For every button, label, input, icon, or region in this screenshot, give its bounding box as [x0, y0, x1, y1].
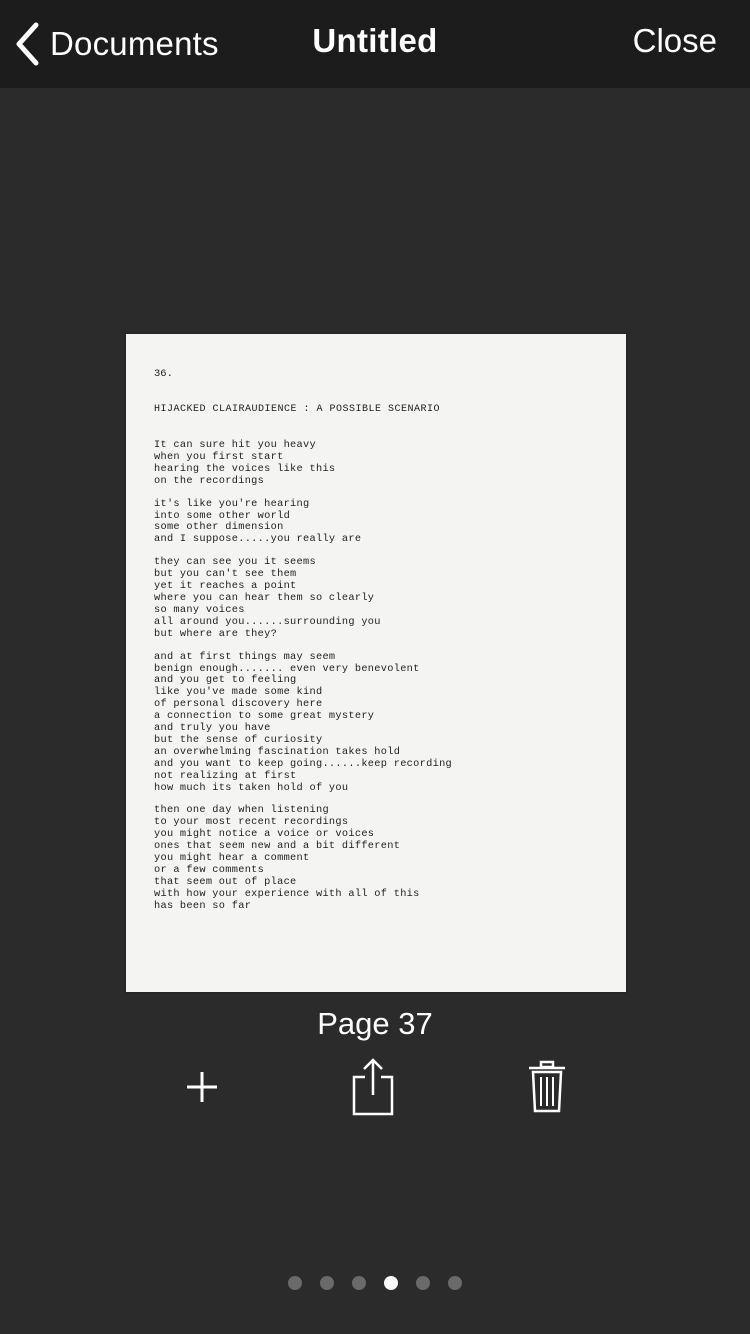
stanza: [154, 805, 606, 912]
text-line: some other dimension: [154, 521, 284, 534]
text-line: of personal discovery here: [154, 698, 323, 711]
stanza: [154, 652, 606, 795]
text-line: you might notice a voice or voices: [154, 828, 375, 841]
page-dot[interactable]: [416, 1276, 430, 1290]
page-dot[interactable]: [320, 1276, 334, 1290]
share-icon: [351, 1057, 395, 1117]
text-line: like you've made some kind: [154, 686, 323, 699]
text-line: all around you......surrounding you: [154, 615, 381, 628]
text-line: you might hear a comment: [154, 852, 310, 865]
text-line: into some other world: [154, 509, 291, 522]
add-page-button[interactable]: [167, 1052, 237, 1122]
text-line: and truly you have: [154, 722, 271, 735]
text-line: so many voices: [154, 603, 245, 616]
document-number: 36.: [154, 368, 173, 380]
text-line: it's like you're hearing: [154, 497, 310, 510]
plus-icon: [184, 1069, 220, 1105]
text-line: and you want to keep going......keep recording: [154, 757, 453, 770]
delete-button[interactable]: [512, 1052, 582, 1122]
navigation-bar: [0, 0, 750, 88]
document-body: [154, 440, 606, 913]
text-line: and I suppose.....you really are: [154, 533, 362, 546]
text-line: to your most recent recordings: [154, 816, 349, 829]
text-line: then one day when listening: [154, 804, 329, 817]
text-line: how much its taken hold of you: [154, 781, 349, 794]
text-line: they can see you it seems: [154, 556, 316, 569]
text-line: an overwhelming fascination takes hold: [154, 745, 401, 758]
text-line: when you first start: [154, 450, 284, 463]
text-line: where you can hear them so clearly: [154, 591, 375, 604]
text-line: a connection to some great mystery: [154, 710, 375, 723]
page-title: Untitled: [312, 22, 438, 59]
trash-icon: [527, 1060, 567, 1114]
document-heading: HIJACKED CLAIRAUDIENCE : A POSSIBLE SCENARIO: [154, 404, 441, 415]
stanza: [154, 499, 606, 547]
text-line: hearing the voices like this: [154, 462, 336, 475]
text-line: not realizing at first: [154, 769, 297, 782]
page-dot-active[interactable]: [384, 1276, 398, 1290]
text-line: ones that seem new and a bit different: [154, 840, 401, 853]
text-line: on the recordings: [154, 474, 265, 487]
page-dot[interactable]: [352, 1276, 366, 1290]
page-dot[interactable]: [288, 1276, 302, 1290]
back-label: Documents: [50, 25, 219, 62]
text-line: benign enough....... even very benevolent: [154, 662, 420, 675]
share-button[interactable]: [338, 1052, 408, 1122]
text-line: has been so far: [154, 899, 252, 912]
text-line: that seem out of place: [154, 875, 297, 888]
stanza: [154, 440, 606, 488]
page-indicator: [0, 1276, 750, 1290]
text-line: but you can't see them: [154, 568, 297, 581]
page-dot[interactable]: [448, 1276, 462, 1290]
stanza: [154, 557, 606, 640]
text-line: It can sure hit you heavy: [154, 439, 316, 451]
text-line: and you get to feeling: [154, 674, 297, 687]
text-line: but where are they?: [154, 627, 278, 640]
text-line: with how your experience with all of this: [154, 887, 420, 900]
close-button[interactable]: Close: [632, 22, 717, 59]
text-line: or a few comments: [154, 864, 265, 876]
text-line: but the sense of curiosity: [154, 733, 323, 746]
document-page-thumbnail[interactable]: [126, 334, 626, 992]
text-line: and at first things may seem: [154, 650, 336, 663]
page-number-label: Page 37: [317, 1006, 433, 1041]
text-line: yet it reaches a point: [154, 580, 297, 593]
